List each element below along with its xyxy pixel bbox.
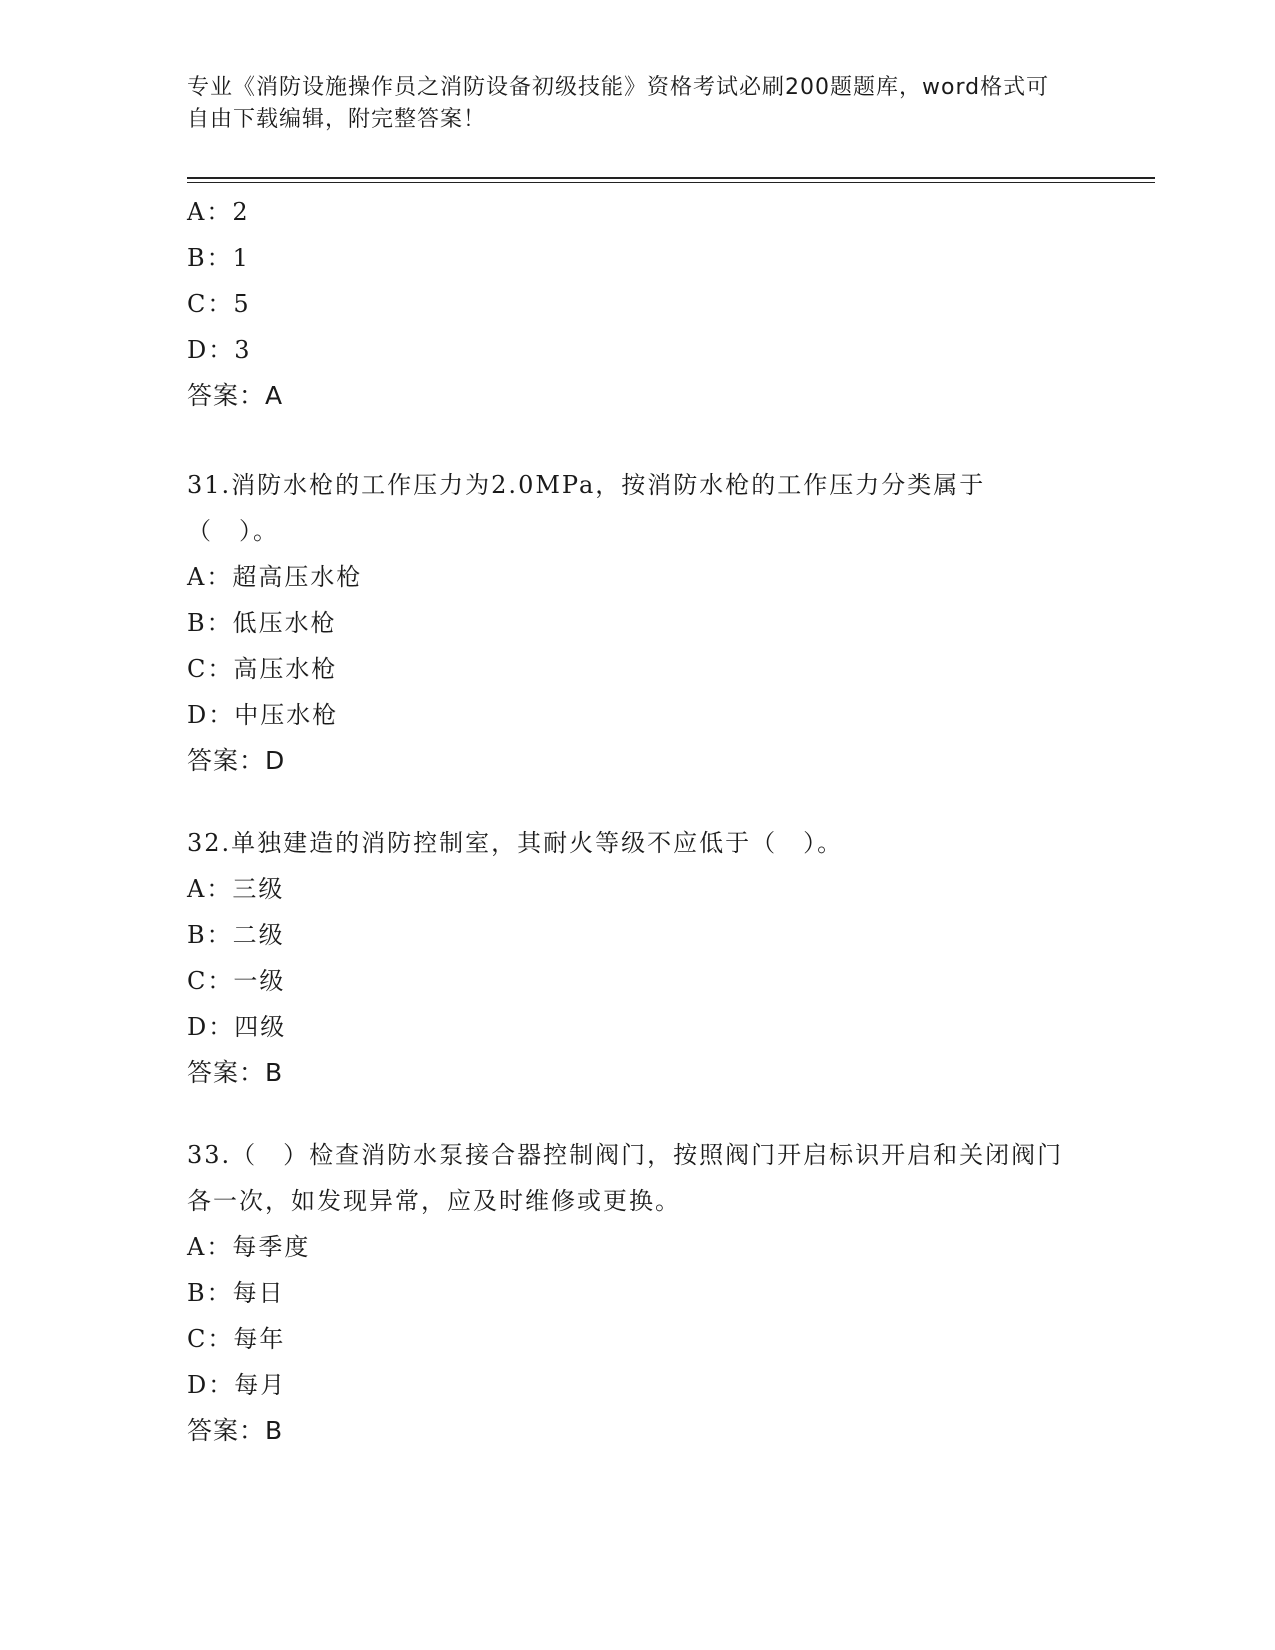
option-c: C：一级 [187,967,286,995]
answer-line: 答案：B [187,1416,284,1445]
option-a: A：每季度 [187,1233,311,1261]
answer-line: 答案：A [187,381,284,410]
option-d: D：每月 [187,1371,287,1399]
question-stem: 31.消防水枪的工作压力为2.0MPa，按消防水枪的工作压力分类属于（ ）。 [187,471,986,545]
option-c: C：每年 [187,1325,286,1353]
question-32 [187,820,1087,1096]
question-stem: 32.单独建造的消防控制室，其耐火等级不应低于（ ）。 [187,829,844,857]
option-a: A：超高压水枪 [187,563,363,591]
option-c: C：高压水枪 [187,655,338,683]
answer-line: 答案：B [187,1058,284,1087]
header-rule-bottom [187,182,1155,183]
option-d: D：中压水枪 [187,701,339,729]
option-d: D：3 [187,336,252,364]
prev-question-block [187,189,1087,419]
header-rule-top [187,177,1155,179]
document-header: 专业《消防设施操作员之消防设备初级技能》资格考试必刷200题题库，word格式可自由下载编辑，附完整答案！ [187,75,1050,132]
option-b: B：1 [187,244,250,272]
option-b: B：每日 [187,1279,285,1307]
option-c: C：5 [187,290,251,318]
answer-line: 答案：D [187,746,286,775]
question-stem: 33.（ ）检查消防水泵接合器控制阀门，按照阀门开启标识开启和关闭阀门各一次，如发现异常，应及时维修或更换。 [187,1141,1064,1215]
question-33 [187,1132,1087,1454]
option-d: D：四级 [187,1013,287,1041]
option-a: A：三级 [187,875,285,903]
option-b: B：二级 [187,921,285,949]
option-a: A：2 [187,198,250,226]
question-31 [187,462,1087,784]
option-b: B：低压水枪 [187,609,337,637]
